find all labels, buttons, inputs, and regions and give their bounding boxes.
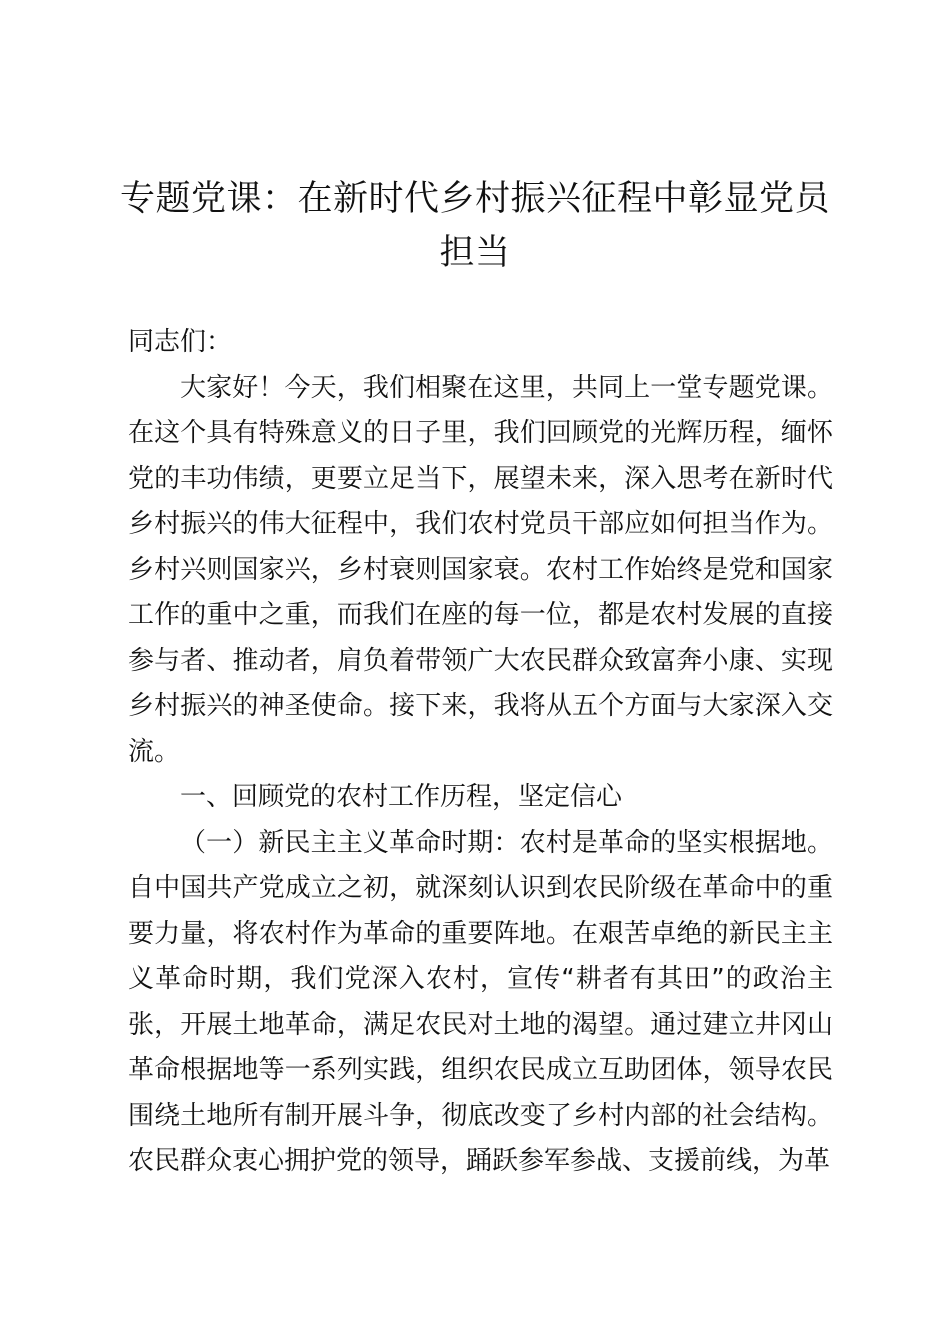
section-heading: 一、回顾党的农村工作历程，坚定信心 (180, 782, 623, 812)
salutation: 同志们： (128, 327, 233, 357)
subsection-paragraph: （一）新民主主义革命时期：农村是革命的坚实根据地。自中国共产党成立之初，就深刻认识到农民阶级在革命中的重要力量，将农村作为革命的重要阵地。在艰苦卓绝的新民主主义革命时期，我们党深入农村，宣传“耕者有其田”的政治主张，开展土地革命，满足农民对土地的渴望。通过建立井冈山革命根据地等一系列实践，组织农民成立互助团体，领导农民围绕土地所有制开展斗争，彻底改变了乡村内部的社会结构。农民群众衷心拥护党的领导，踊跃参军参战、支援前线，为革 (128, 827, 833, 1176)
document-title: 专题党课：在新时代乡村振兴征程中彰显党员担当 (120, 179, 831, 273)
document-body (128, 320, 833, 1185)
intro-paragraph: 大家好！今天，我们相聚在这里，共同上一堂专题党课。在这个具有特殊意义的日子里，我们回顾党的光辉历程，缅怀党的丰功伟绩，更要立足当下，展望未来，深入思考在新时代乡村振兴的伟大征程中，我们农村党员干部应如何担当作为。乡村兴则国家兴，乡村衰则国家衰。农村工作始终是党和国家工作的重中之重，而我们在座的每一位，都是农村发展的直接参与者、推动者，肩负着带领广大农民群众致富奔小康、实现乡村振兴的神圣使命。接下来，我将从五个方面与大家深入交流。 (128, 372, 833, 767)
